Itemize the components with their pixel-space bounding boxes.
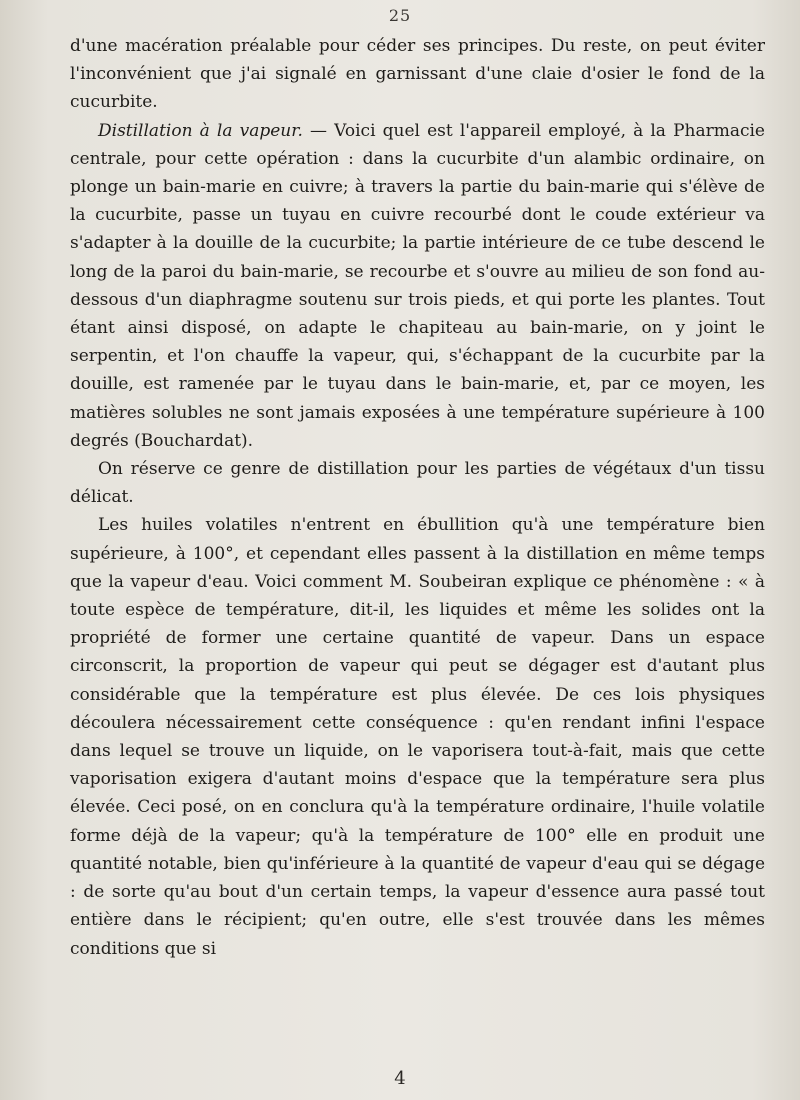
body-text xyxy=(70,32,765,963)
paragraph xyxy=(70,117,765,455)
paragraph-text: — Voici quel est l'appareil employé, à la Pharmacie centrale, pour cette opération : dans la cucurbite d'un alambic ordinaire, on plonge un bain-marie en cuivre; à travers la partie du bain-marie qui s'élève de la cucurbite, passe un tuyau en cuivre recourbé dont le coude extérieur va s'adapter à la douille de la cucurbite; la partie intérieure de ce tube descend le long de la paroi du bain-marie, se recourbe et s'ouvre au milieu de son fond au-dessous d'un diaphragme soutenu sur trois pieds, et qui porte les plantes. Tout étant ainsi disposé, on adapte le chapiteau au bain-marie, on y joint le serpentin, et l'on chauffe la vapeur, qui, s'échappant de la cucurbite par la douille, est ramenée par le tuyau dans le bain-marie, et, par ce moyen, les matières solubles ne sont jamais exposées à une température supérieure à 100 degrés (Bouchardat). xyxy=(70,120,765,451)
signature-mark: 4 xyxy=(394,1068,406,1089)
section-heading: Distillation à la vapeur. xyxy=(98,120,303,141)
page-number: 25 xyxy=(388,6,412,25)
paragraph: d'une macération préalable pour céder ses principes. Du reste, on peut éviter l'inconvénient que j'ai signalé en garnissant d'une claie d'osier le fond de la cucurbite. xyxy=(70,36,765,113)
paragraph: Les huiles volatiles n'entrent en ébullition qu'à une température bien supérieure, à 100°, et cependant elles passent à la distillation en même temps que la vapeur d'eau. Voici comment M. Soubeiran explique ce phénomène : « à toute espèce de température, dit-il, les liquides et même les solides ont la propriété de former une certaine quantité de vapeur. Dans un espace circonscrit, la proportion de vapeur qui peut se dégager est d'autant plus considérable que la température est plus élevée. De ces lois physiques découlera nécessairement cette conséquence : qu'en rendant infini l'espace dans lequel se trouve un liquide, on le vaporisera tout-à-fait, mais que cette vaporisation exigera d'autant moins d'espace que la température sera plus élevée. Ceci posé, on en conclura qu'à la température ordinaire, l'huile volatile forme déjà de la vapeur; qu'à la température de 100° elle en produit une quantité notable, bien qu'inférieure à la quantité de vapeur d'eau qui se dégage : de sorte qu'au bout d'un certain temps, la vapeur d'essence aura passé tout entière dans le récipient; qu'en outre, elle s'est trouvée dans les mêmes conditions que si xyxy=(70,515,765,959)
paragraph: On réserve ce genre de distillation pour les parties de végétaux d'un tissu délicat. xyxy=(70,459,765,508)
